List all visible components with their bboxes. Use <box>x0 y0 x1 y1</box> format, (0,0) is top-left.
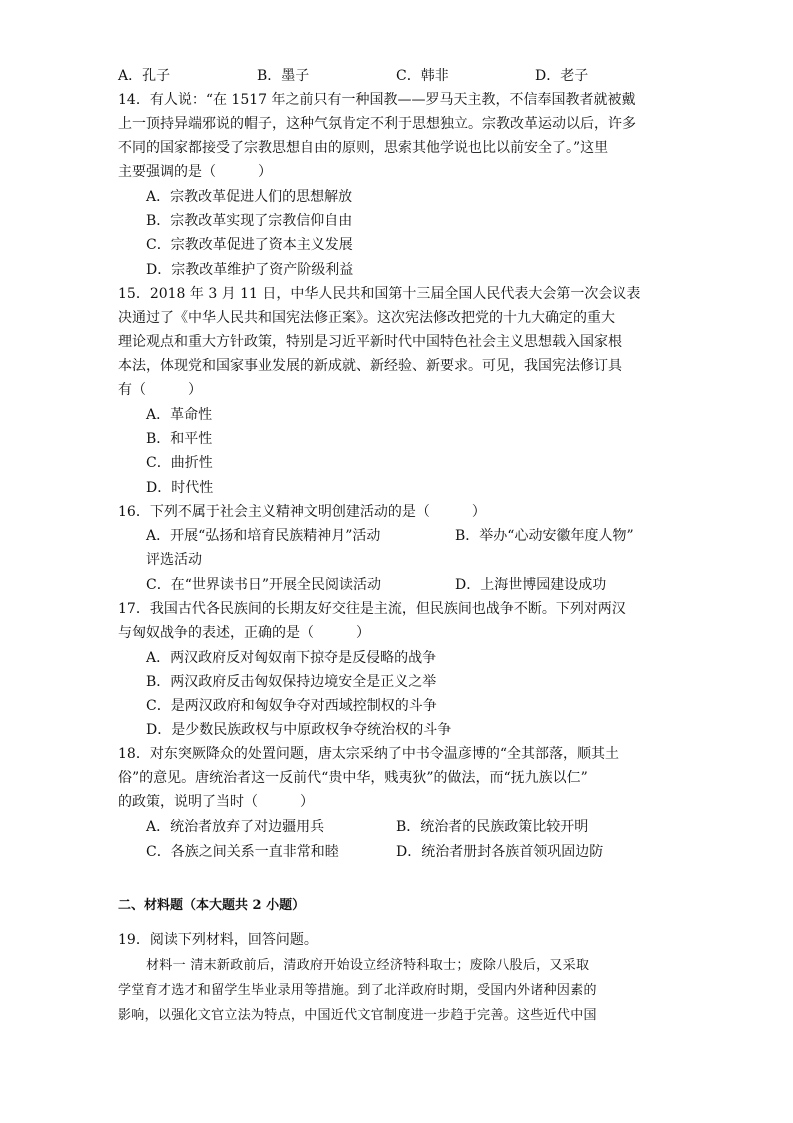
q14-option-a[interactable]: A．宗教改革促进人们的思想解放 <box>146 189 353 205</box>
q15-option-d[interactable]: D．时代性 <box>146 480 214 496</box>
q14-option-d[interactable]: D．宗教改革维护了资产阶级利益 <box>146 262 354 278</box>
q15-option-c[interactable]: C．曲折性 <box>146 455 213 471</box>
q16-option-d[interactable]: D．上海世博园建设成功 <box>455 577 607 593</box>
q18-stem-line: 18．对东突厥降众的处置问题，唐太宗采纳了中书令温彦博的“全其部落，顺其土 <box>118 746 619 762</box>
q18-option-c[interactable]: C．各族之间关系一直非常和睦 <box>146 844 339 860</box>
q17-option-c[interactable]: C．是两汉政府和匈奴争夺对西域控制权的斗争 <box>146 698 437 714</box>
q13-option-d[interactable]: D．老子 <box>535 68 589 84</box>
q18-stem-line: 俗”的意见。唐统治者这一反前代“贵中华，贱夷狄”的做法，而“抚九族以仁” <box>118 770 588 786</box>
q14-stem-line: 14．有人说：“在 1517 年之前只有一种国教——罗马天主教，不信奉国教者就被戴 <box>118 92 636 108</box>
section-title: 二、材料题（本大题共 2 小题） <box>118 898 306 913</box>
q16-option-a[interactable]: A．开展“弘扬和培育民族精神月”活动 <box>146 528 381 544</box>
q18-option-a[interactable]: A．统治者放弃了对边疆用兵 <box>146 819 325 835</box>
q17-stem-line: 17．我国古代各民族间的长期友好交往是主流，但民族间也战争不断。下列对两汉 <box>118 601 626 617</box>
q15-stem-line: 理论观点和重大方针政策，特别是习近平新时代中国特色社会主义思想载入国家根 <box>118 334 622 350</box>
q19-stem: 19．阅读下列材料，回答问题。 <box>118 932 318 948</box>
q16-option-c[interactable]: C．在“世界读书日”开展全民阅读活动 <box>146 577 382 593</box>
q17-option-a[interactable]: A．两汉政府反对匈奴南下掠夺是反侵略的战争 <box>146 650 437 666</box>
q17-option-d[interactable]: D．是少数民族政权与中原政权争夺统治权的斗争 <box>146 722 452 738</box>
q17-stem-line: 与匈奴战争的表述，正确的是（ ） <box>118 625 370 641</box>
q15-option-a[interactable]: A．革命性 <box>146 407 213 423</box>
q14-stem-line: 主要强调的是（ ） <box>118 164 272 180</box>
q13-option-a[interactable]: A．孔子 <box>118 68 171 84</box>
q14-stem-line: 不同的国家都接受了宗教思想自由的原则，思索其他学说也比以前安全了。”这里 <box>118 140 609 156</box>
q14-option-b[interactable]: B．宗教改革实现了宗教信仰自由 <box>146 213 353 229</box>
q15-stem-line: 15．2018 年 3 月 11 日，中华人民共和国第十三届全国人民代表大会第一次会议表 <box>118 286 641 302</box>
q16-option-b[interactable]: B．举办“心动安徽年度人物” <box>455 528 634 544</box>
q15-stem-line: 有（ ） <box>118 382 202 398</box>
q18-option-d[interactable]: D．统治者册封各族首领巩固边防 <box>396 844 604 860</box>
q17-option-b[interactable]: B．两汉政府反击匈奴保持边境安全是正义之举 <box>146 674 437 690</box>
q18-stem-line: 的政策，说明了当时（ ） <box>118 794 314 810</box>
q18-option-b[interactable]: B．统治者的民族政策比较开明 <box>396 819 589 835</box>
q14-stem-line: 上一顶持异端邪说的帽子，这种气氛肯定不利于思想独立。宗教改革运动以后，许多 <box>118 116 636 132</box>
q13-option-c[interactable]: C．韩非 <box>396 68 449 84</box>
q15-stem-line: 决通过了《中华人民共和国宪法修正案》。这次宪法修改把党的十九大确定的重大 <box>118 310 615 326</box>
q13-option-b[interactable]: B．墨子 <box>257 68 310 84</box>
q16-option-a-cont: 评选活动 <box>146 552 202 568</box>
q19-material-line: 材料一 清末新政前后，清政府开始设立经济特科取士；废除八股后，又采取 <box>146 958 590 973</box>
q16-stem: 16．下列不属于社会主义精神文明创建活动的是（ ） <box>118 504 486 520</box>
q14-option-c[interactable]: C．宗教改革促进了资本主义发展 <box>146 237 353 253</box>
q15-option-b[interactable]: B．和平性 <box>146 431 213 447</box>
q19-material-line: 学堂育才选才和留学生毕业录用等措施。到了北洋政府时期，受国内外诸种因素的 <box>118 983 597 998</box>
q19-material-line: 影响，以强化文官立法为特点，中国近代文官制度进一步趋于完善。这些近代中国 <box>118 1008 597 1023</box>
q15-stem-line: 本法，体现党和国家事业发展的新成就、新经验、新要求。可见，我国宪法修订具 <box>118 358 622 374</box>
